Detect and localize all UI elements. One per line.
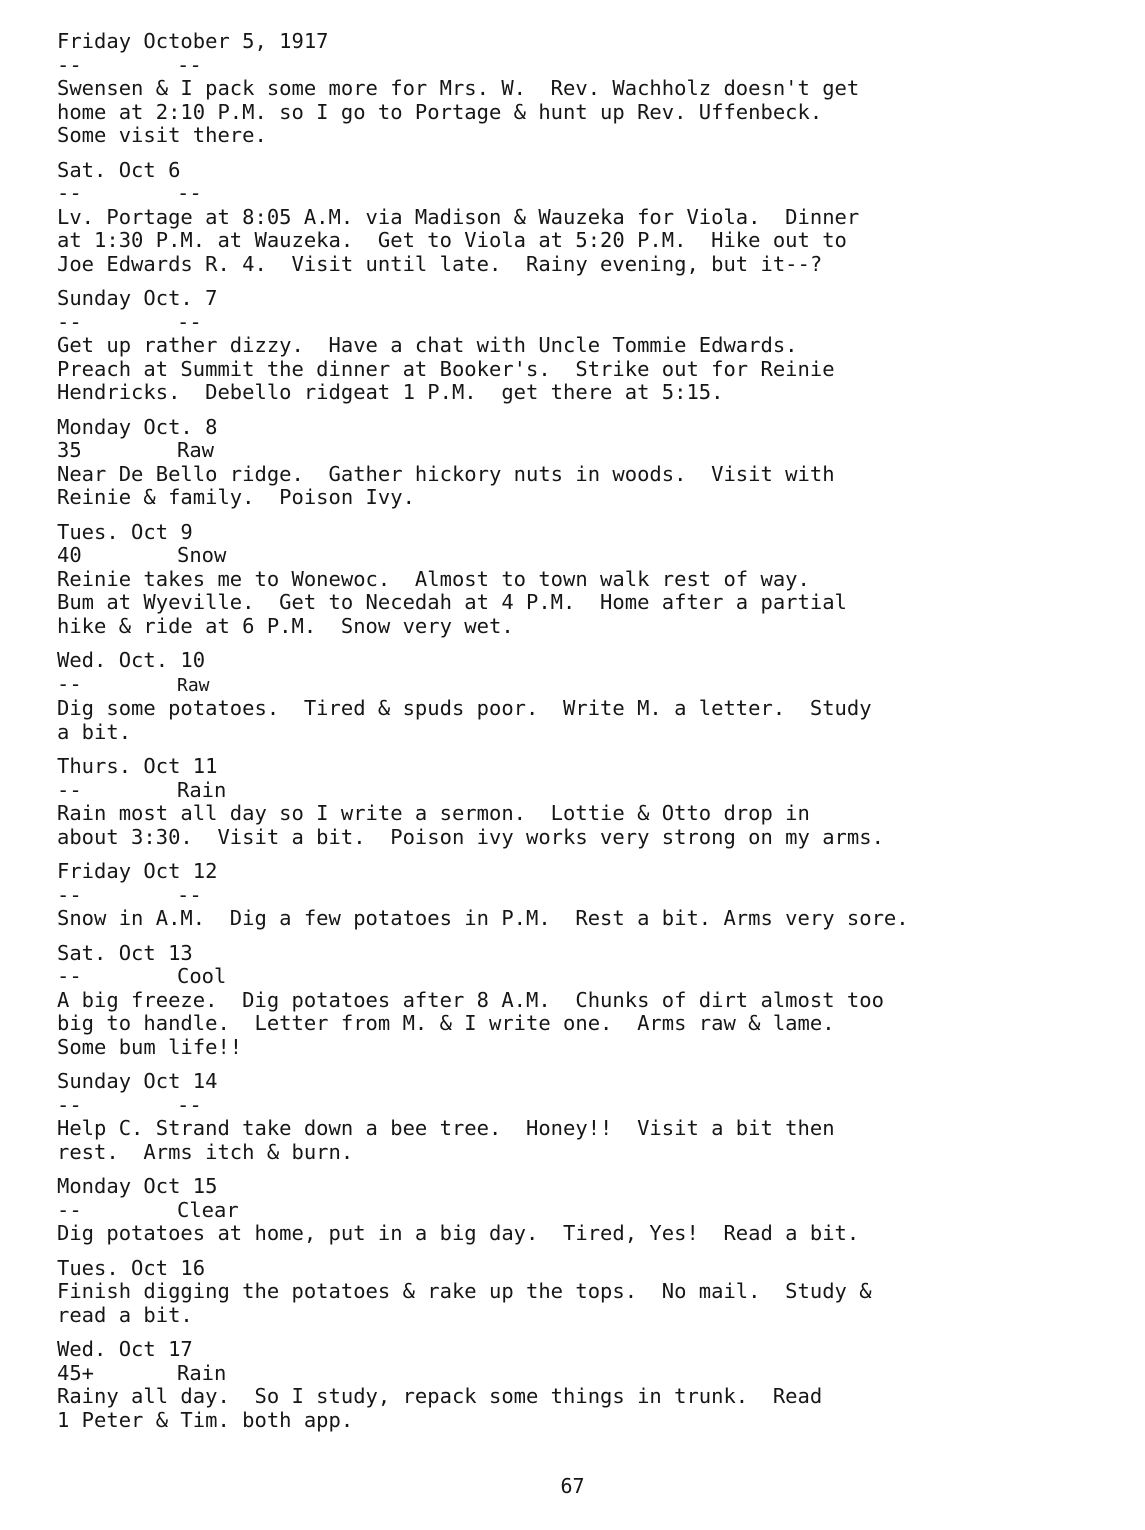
entry-date: Monday Oct 15 — [57, 1174, 218, 1198]
entry-weather: -- — [177, 882, 202, 907]
entry-line: Lv. Portage at 8:05 A.M. via Madison & Wauzeka for Viola. Dinner — [57, 204, 860, 229]
entry-temperature: -- — [57, 671, 82, 696]
entry-temperature: -- — [57, 777, 82, 802]
diary-entry — [57, 416, 1117, 510]
entry-temperature: 35 — [57, 438, 82, 462]
entry-date: Wed. Oct 17 — [57, 1337, 193, 1361]
entry-line: Hendricks. Debello ridgeat 1 P.M. get there at 5:15. — [57, 380, 724, 404]
diary-entry — [57, 159, 1117, 277]
entry-date: Sunday Oct. 7 — [57, 286, 218, 310]
entry-date: Sat. Oct 13 — [57, 940, 193, 965]
entry-line: Preach at Summit the dinner at Booker's. Strike out for Reinie — [57, 356, 835, 381]
entry-line: a bit. — [57, 719, 132, 744]
entry-temperature: -- — [57, 309, 82, 334]
entry-date: Tues. Oct 16 — [57, 1255, 206, 1280]
diary-entry — [57, 1338, 1117, 1432]
entry-line: A big freeze. Dig potatoes after 8 A.M. Chunks of dirt almost too — [57, 987, 884, 1012]
entry-meta — [57, 884, 1117, 908]
entry-date: Friday October 5, 1917 — [57, 29, 329, 53]
entry-temperature: -- — [57, 882, 82, 907]
entry-temperature: -- — [57, 1197, 82, 1222]
entry-date: Sat. Oct 6 — [57, 157, 181, 182]
entry-date: Thurs. Oct 11 — [57, 754, 218, 778]
entry-meta — [57, 1094, 1117, 1118]
diary-entry — [57, 860, 1117, 931]
entry-meta — [57, 182, 1117, 206]
entry-meta — [57, 544, 1117, 568]
entry-meta — [57, 673, 1117, 698]
entry-line: Bum at Wyeville. Get to Necedah at 4 P.M. Home after a partial — [57, 590, 847, 614]
entry-line: Some visit there. — [57, 123, 267, 147]
entry-line: Near De Bello ridge. Gather hickory nuts in woods. Visit with — [57, 461, 835, 486]
page-number: 67 — [560, 1474, 585, 1498]
entry-line: Finish digging the potatoes & rake up the tops. No mail. Study & — [57, 1279, 872, 1303]
entry-date: Friday Oct 12 — [57, 859, 218, 883]
entry-line: 1 Peter & Tim. both app. — [57, 1407, 354, 1432]
entry-weather: Clear — [177, 1197, 239, 1222]
entry-weather: -- — [177, 181, 202, 205]
entry-meta — [57, 779, 1117, 803]
entry-date: Tues. Oct 9 — [57, 519, 193, 544]
entry-temperature: -- — [57, 181, 82, 205]
entry-weather: Raw — [177, 674, 210, 696]
entry-weather: -- — [177, 309, 202, 334]
entry-weather: Snow — [177, 543, 227, 567]
entry-meta — [57, 1362, 1117, 1386]
entry-line: Dig some potatoes. Tired & spuds poor. Write M. a letter. Study — [57, 696, 872, 720]
entry-line: Reinie takes me to Wonewoc. Almost to town walk rest of way. — [57, 566, 810, 591]
entry-line: at 1:30 P.M. at Wauzeka. Get to Viola at 5:20 P.M. Hike out to — [57, 228, 847, 252]
entry-line: Get up rather dizzy. Have a chat with Uncle Tommie Edwards. — [57, 333, 798, 357]
diary-entry — [57, 287, 1117, 405]
entry-date: Monday Oct. 8 — [57, 414, 218, 439]
entry-line: big to handle. Letter from M. & I write one. Arms raw & lame. — [57, 1011, 835, 1035]
diary-entry — [57, 942, 1117, 1060]
entry-temperature: 45+ — [57, 1360, 95, 1385]
diary-page — [57, 30, 1117, 1443]
entry-weather: Cool — [177, 964, 227, 988]
diary-entry — [57, 30, 1117, 148]
entry-line: Help C. Strand take down a bee tree. Honey!! Visit a bit then — [57, 1116, 835, 1140]
entry-weather: -- — [177, 1092, 202, 1117]
entry-date: Wed. Oct. 10 — [57, 648, 206, 672]
diary-entry — [57, 649, 1117, 744]
entry-line: Rainy all day. So I study, repack some things in trunk. Read — [57, 1384, 823, 1408]
diary-entry — [57, 755, 1117, 849]
entry-line: hike & ride at 6 P.M. Snow very wet. — [57, 613, 514, 638]
diary-entry — [57, 521, 1117, 639]
entry-meta — [57, 1199, 1117, 1223]
diary-entry — [57, 1070, 1117, 1164]
entry-temperature: -- — [57, 964, 82, 988]
entry-line: Rain most all day so I write a sermon. Lottie & Otto drop in — [57, 801, 810, 825]
entry-line: home at 2:10 P.M. so I go to Portage & hunt up Rev. Uffenbeck. — [57, 99, 823, 124]
entry-temperature: -- — [57, 52, 82, 77]
entry-line: read a bit. — [57, 1302, 193, 1327]
entry-line: Snow in A.M. Dig a few potatoes in P.M. Rest a bit. Arms very sore. — [57, 906, 909, 930]
entry-weather: Rain — [177, 777, 227, 802]
entry-meta — [57, 439, 1117, 463]
entry-line: about 3:30. Visit a bit. Poison ivy works very strong on my arms. — [57, 824, 884, 849]
entry-line: Joe Edwards R. 4. Visit until late. Rainy evening, but it--? — [57, 251, 823, 276]
entry-date: Sunday Oct 14 — [57, 1069, 218, 1093]
entry-meta — [57, 965, 1117, 989]
entry-weather: Rain — [177, 1360, 227, 1385]
entry-weather: -- — [177, 52, 202, 77]
entry-line: Some bum life!! — [57, 1034, 243, 1059]
entry-line: Swensen & I pack some more for Mrs. W. Rev. Wachholz doesn't get — [57, 76, 860, 100]
entry-temperature: 40 — [57, 543, 82, 567]
entry-line: Reinie & family. Poison Ivy. — [57, 485, 415, 509]
entry-meta — [57, 311, 1117, 335]
entry-meta — [57, 54, 1117, 78]
entry-line: rest. Arms itch & burn. — [57, 1139, 354, 1164]
entry-line: Dig potatoes at home, put in a big day. Tired, Yes! Read a bit. — [57, 1221, 860, 1245]
entry-weather: Raw — [177, 438, 215, 462]
entry-temperature: -- — [57, 1092, 82, 1117]
diary-entry — [57, 1257, 1117, 1328]
diary-entry — [57, 1175, 1117, 1246]
